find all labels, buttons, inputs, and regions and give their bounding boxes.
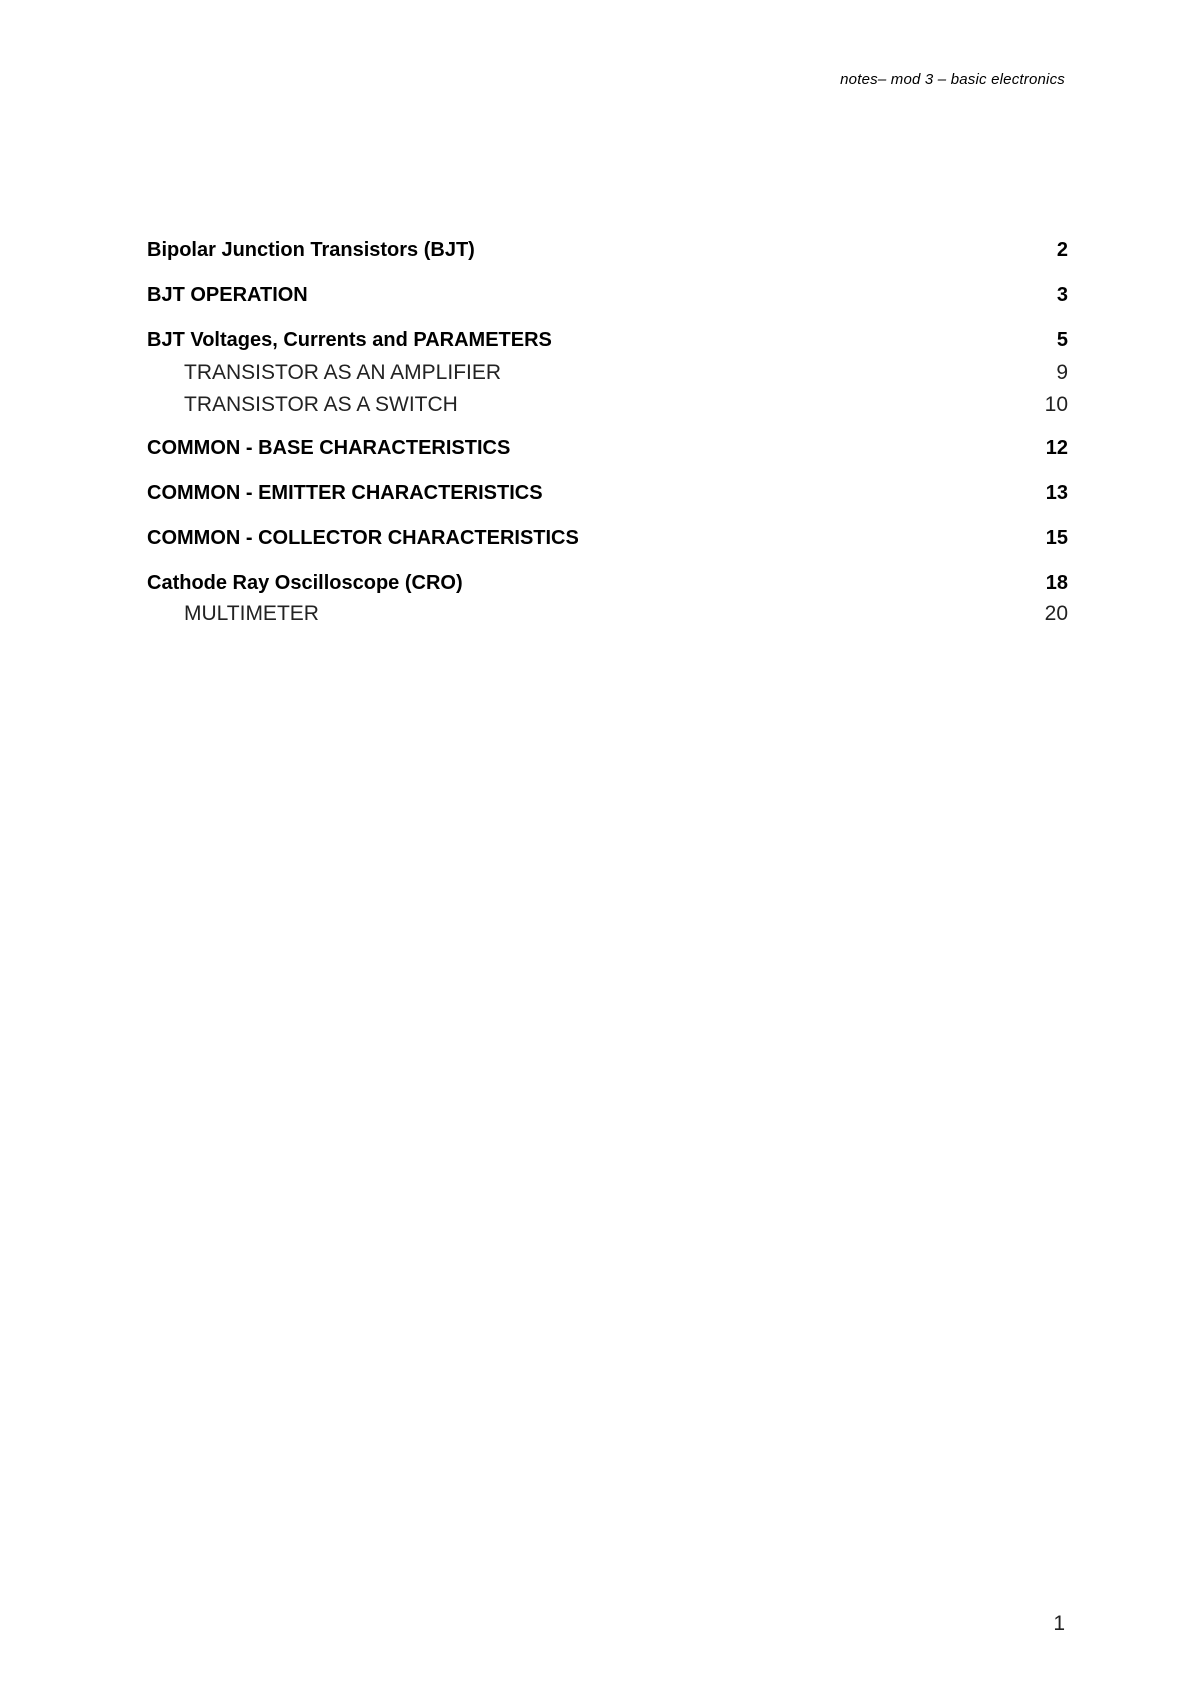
toc-subentry-page: 10 [1044,393,1068,416]
toc-entry-title: COMMON - COLLECTOR CHARACTERISTICS [147,527,579,549]
toc-subentry-title: TRANSISTOR AS A SWITCH [184,393,458,416]
toc-subentry-title: TRANSISTOR AS AN AMPLIFIER [184,361,502,384]
toc-subentry[interactable] [147,361,1068,385]
toc-subentry-page: 9 [1056,361,1068,384]
toc-entry-title: COMMON - EMITTER CHARACTERISTICS [147,482,543,504]
table-of-contents [147,238,1068,626]
toc-entry[interactable] [147,436,1068,460]
toc-entry-page: 5 [1056,329,1068,351]
toc-entry-title: BJT OPERATION [147,284,308,306]
toc-entry-page: 15 [1045,527,1068,549]
toc-entry-page: 13 [1045,482,1068,504]
toc-subentry[interactable] [147,393,1068,417]
toc-entry-title: Bipolar Junction Transistors (BJT) [147,239,475,261]
toc-subentry-title: MULTIMETER [184,602,319,625]
toc-entry-title: Cathode Ray Oscilloscope (CRO) [147,572,463,594]
toc-entry-page: 2 [1056,239,1068,261]
toc-entry[interactable] [147,283,1068,307]
toc-entry[interactable] [147,328,1068,352]
toc-subentry[interactable] [147,602,1068,626]
toc-entry-page: 18 [1045,572,1068,594]
page-number: 1 [1053,1612,1065,1635]
running-header: notes– mod 3 – basic electronics [840,71,1065,88]
toc-entry-page: 3 [1056,284,1068,306]
toc-entry[interactable] [147,481,1068,505]
toc-entry[interactable] [147,526,1068,550]
toc-entry[interactable] [147,238,1068,262]
toc-entry-title: BJT Voltages, Currents and PARAMETERS [147,329,552,351]
toc-entry-title: COMMON - BASE CHARACTERISTICS [147,437,511,459]
toc-subentry-page: 20 [1044,602,1068,625]
toc-entry-page: 12 [1045,437,1068,459]
toc-entry[interactable] [147,571,1068,595]
